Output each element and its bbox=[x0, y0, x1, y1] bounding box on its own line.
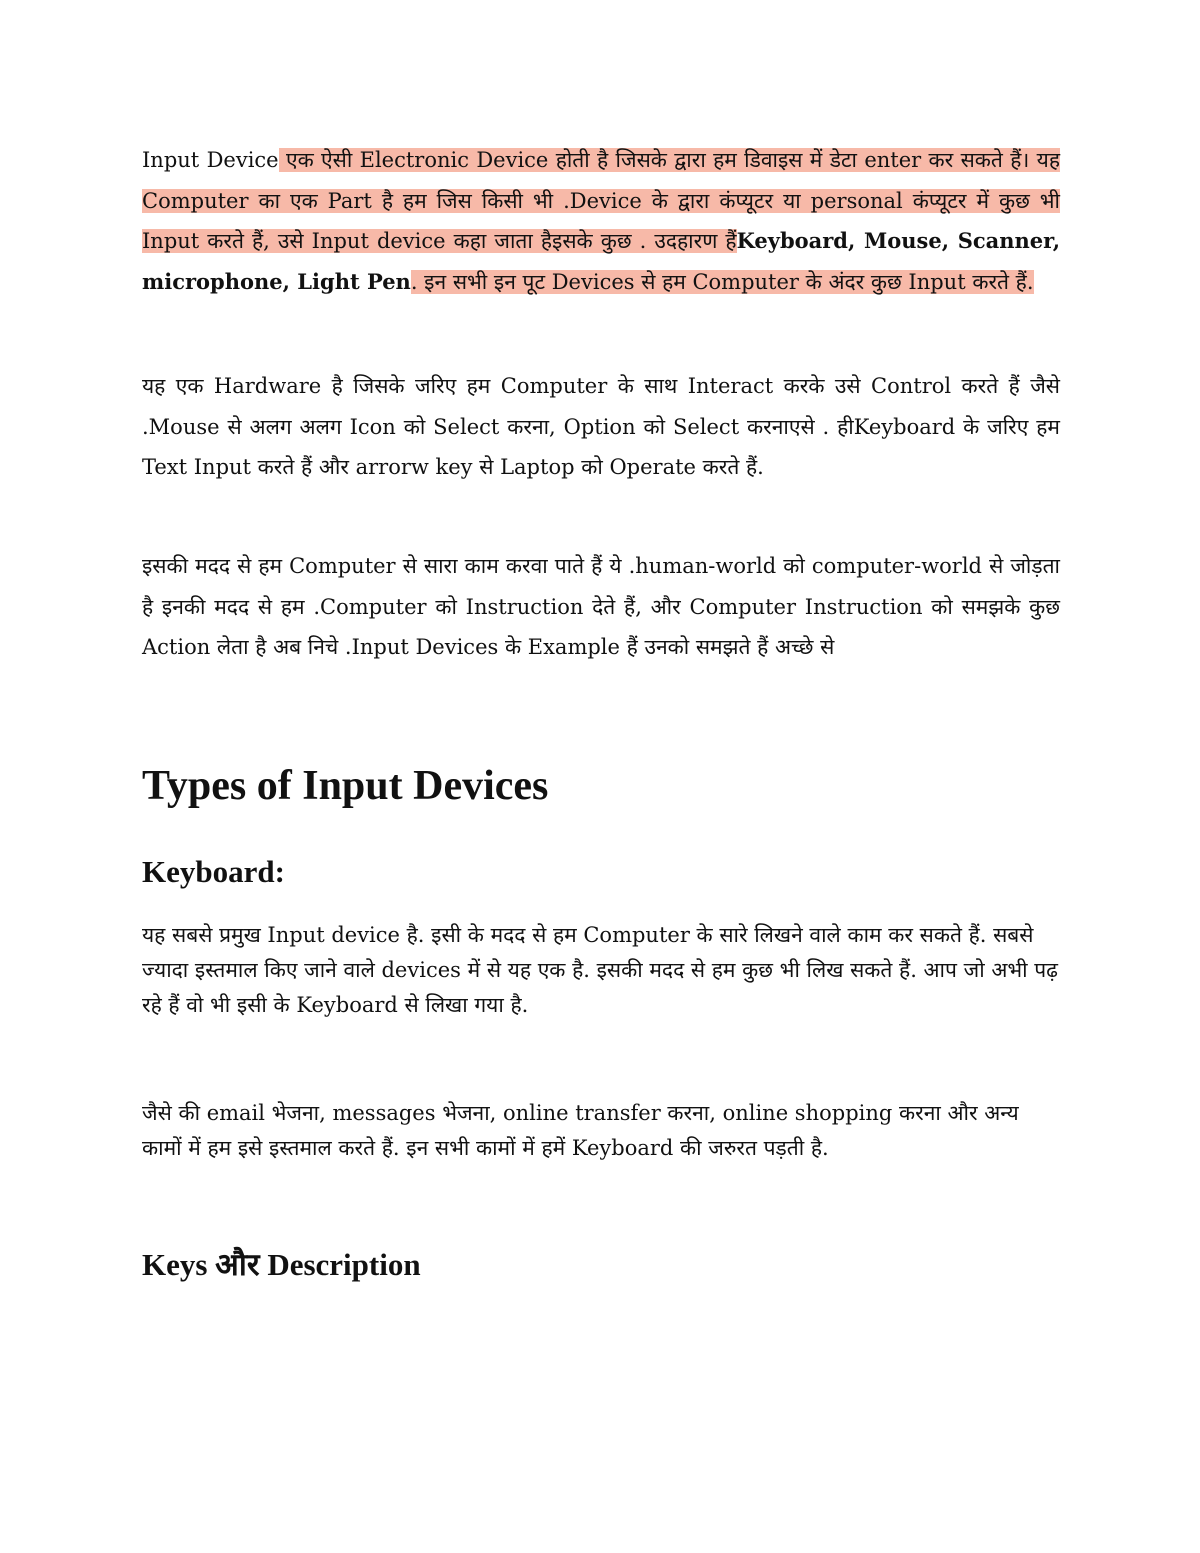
hardware-paragraph: यह एक Hardware है जिसके जरिए हम Computer के साथ Interact करके उसे Control करते हैं जैसे .Mouse से अलग अलग Icon को Select करना, Option को Select करनाएसे . हीKeyboard के जरिए हम Text Input करते हैं और arrorw key से Laptop को Operate करते हैं. bbox=[142, 374, 1060, 479]
keyboard-paragraph: यह सबसे प्रमुख Input device है. इसी के मदद से हम Computer के सारे लिखने वाले काम कर सकते हैं. सबसे ज्यादा इस्तमाल किए जाने वाले devices में से यह एक है. इसकी मदद से हम कुछ भी लिख सकते हैं. आप जो अभी पढ़ रहे हैं वो भी इसी के Keyboard से लिखा गया है. bbox=[142, 923, 1058, 1017]
examples-bold-text: Keyboard, Mouse, Scanner, microphone, Light Pen bbox=[142, 228, 1061, 294]
keyboard-uses-paragraph: जैसे की email भेजना, messages भेजना, online transfer करना, online shopping करना और अन्य कामों में हम इसे इस्तमाल करते हैं. इन सभी कामों में हमें Keyboard की जरुरत पड़ती है. bbox=[142, 1101, 1019, 1160]
intro-prefix: Input Device bbox=[142, 148, 279, 172]
highlighted-text-b: . इन सभी इन पूट Devices से हम Computer के अंदर कुछ Input करते हैं. bbox=[410, 269, 1034, 294]
keys-description-heading: Keys और Description bbox=[142, 1247, 421, 1282]
types-heading: Types of Input Devices bbox=[142, 763, 549, 809]
keyboard-heading: Keyboard: bbox=[142, 854, 285, 889]
intro-paragraph bbox=[142, 140, 1060, 302]
highlighted-text-a: एक ऐसी Electronic Device होती है जिसके द्वारा हम डिवाइस में डेटा enter कर सकते हैं। यह Computer का एक Part है हम जिस किसी भी .Device के द्वारा कंप्यूटर या personal कंप्यूटर में कुछ भी Input करते हैं, उसे Input device कहा जाता हैइसके कुछ . उदहारण हैं bbox=[142, 148, 1060, 253]
help-paragraph: इसकी मदद से हम Computer से सारा काम करवा पाते हैं ये .human-world को computer-world से जोड़ता है इनकी मदद से हम .Computer को Instruction देते हैं, और Computer Instruction को समझके कुछ Action लेता है अब निचे .Input Devices के Example हैं उनको समझते हैं अच्छे से bbox=[142, 554, 1060, 659]
